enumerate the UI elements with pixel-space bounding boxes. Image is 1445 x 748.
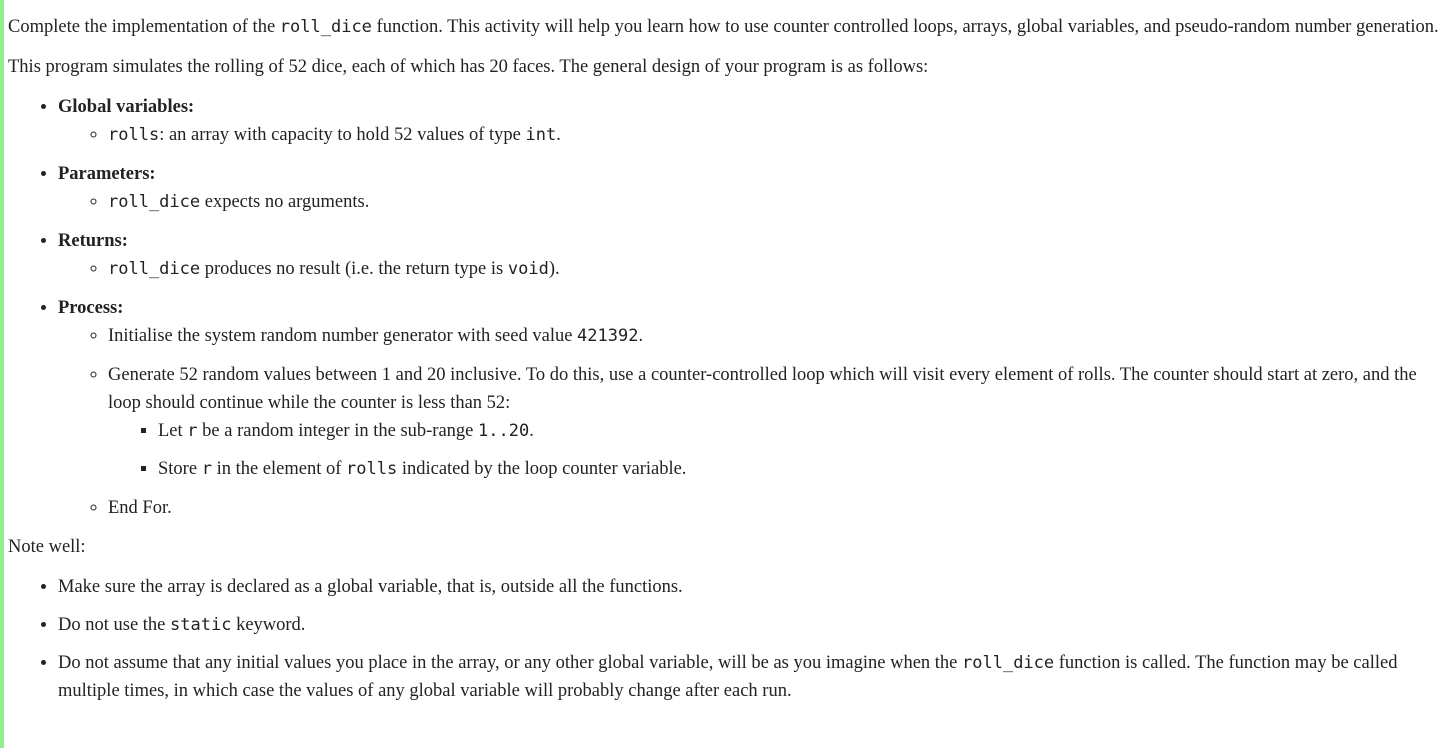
roll-dice-code: roll_dice [108, 192, 201, 212]
r-code: r [187, 421, 198, 441]
note-assume-text: Do not assume that any initial values you place in the array, or any other global variable, will be as you imagine when the [58, 653, 963, 673]
int-code: int [525, 125, 557, 145]
globals-item-end: . [556, 125, 561, 145]
note-heading: Note well: [8, 537, 86, 557]
rolls-code: rolls [346, 459, 398, 479]
globals-sublist [108, 121, 1445, 149]
note-item-global: • Make sure the array is declared as a global variable, that is, outside all the functions. [58, 573, 1445, 601]
let-text-mid: be a random integer in the sub-range [197, 421, 479, 441]
globals-section [58, 93, 1445, 149]
params-section [58, 160, 1445, 216]
returns-section [58, 227, 1445, 283]
loop-step-let [158, 417, 1445, 445]
let-text: Let [158, 421, 188, 441]
void-code: void [507, 259, 549, 279]
process-init-item [108, 322, 1445, 350]
r-code: r [201, 459, 212, 479]
process-init-end: . [638, 326, 644, 346]
note-static-end: keyword. [231, 615, 306, 635]
note-item-static [58, 611, 1445, 639]
loop-steps-list [158, 417, 1445, 483]
returns-sublist [108, 255, 1445, 283]
range-code: 1..20 [478, 421, 530, 441]
returns-item-end: ). [548, 259, 560, 279]
static-code: static [170, 615, 232, 635]
note-assume-end: function is called. The function may be called multiple times, in which case the values of any global variable will probably change after each run. [58, 653, 1398, 701]
process-section [58, 294, 1445, 522]
design-list [58, 93, 1445, 522]
returns-heading: Returns: [58, 231, 128, 251]
returns-item [108, 255, 1445, 283]
design-paragraph: This program simulates the rolling of 52 dice, each of which has 20 faces. The general design of your program is as follows: [8, 57, 929, 77]
process-heading: Process: [58, 298, 124, 318]
note-item-assume [58, 649, 1445, 705]
params-heading: Parameters: [58, 164, 156, 184]
roll-dice-code: roll_dice [962, 653, 1055, 673]
let-text-end: . [529, 421, 534, 441]
intro-paragraph [8, 13, 1445, 41]
store-text-end: indicated by the loop counter variable. [397, 459, 687, 479]
globals-heading: Global variables: [58, 97, 195, 117]
store-text: Store [158, 459, 202, 479]
process-init-text: Initialise the system random number generator with seed value [108, 326, 578, 346]
rolls-code: rolls [108, 125, 160, 145]
params-sublist [108, 188, 1445, 216]
params-item [108, 188, 1445, 216]
globals-item-text: : an array with capacity to hold 52 values of type [159, 125, 526, 145]
process-sublist [108, 322, 1445, 522]
process-end-item: ◦ End For. [108, 494, 1445, 522]
loop-step-store [158, 455, 1445, 483]
returns-item-text: produces no result (i.e. the return type is [200, 259, 508, 279]
note-static-text: Do not use the [58, 615, 171, 635]
intro-text: Complete the implementation of the [8, 17, 280, 37]
intro-function-code: roll_dice [279, 17, 372, 37]
process-generate-item [108, 361, 1445, 483]
intro-text-end: function. This activity will help you learn how to use counter controlled loops, arrays, global variables, and pseudo-random number generation. [371, 17, 1439, 37]
params-item-text: expects no arguments. [200, 192, 370, 212]
store-text-mid: in the element of [211, 459, 347, 479]
globals-item [108, 121, 1445, 149]
note-list [58, 573, 1445, 705]
roll-dice-code: roll_dice [108, 259, 201, 279]
process-generate-text: Generate 52 random values between 1 and 20 inclusive. To do this, use a counter-controlled loop which will visit every element of rolls. The counter should start at zero, and the loop should continue while the counter is less than 52: [108, 365, 1417, 413]
seed-code: 421392 [577, 326, 639, 346]
